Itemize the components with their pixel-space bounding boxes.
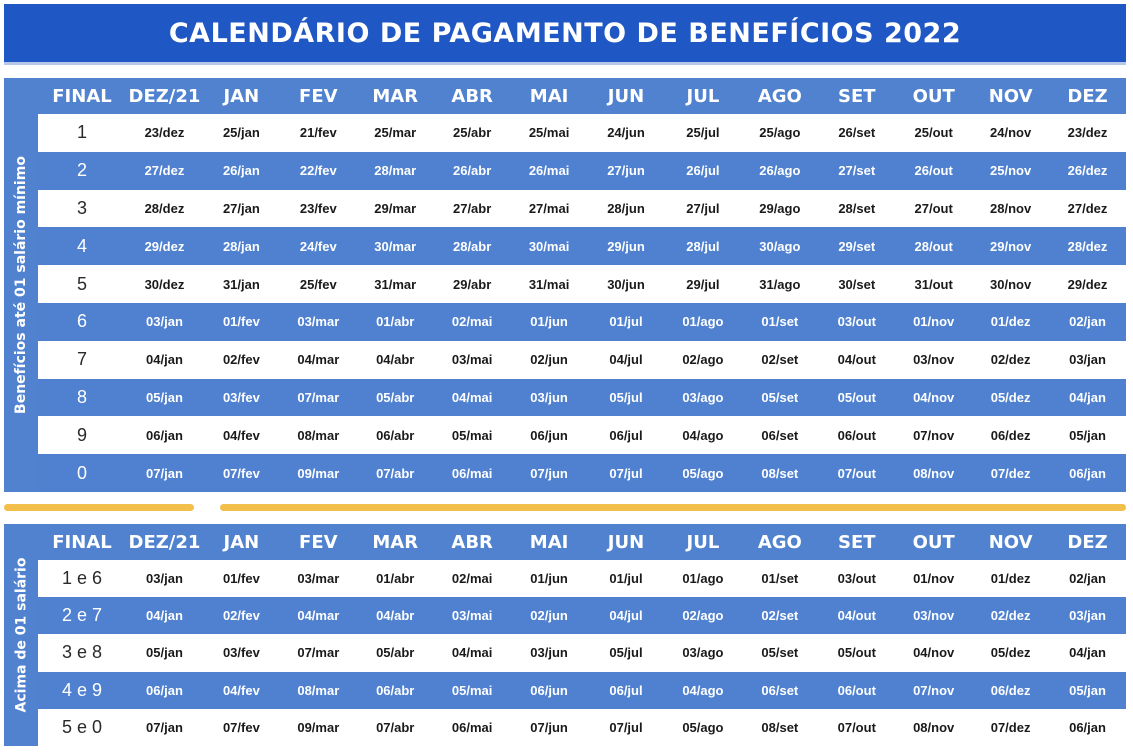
payment-date-cell: 03/jan — [1049, 597, 1126, 634]
final-digit-cell: 1 — [38, 114, 126, 152]
payment-date-cell: 02/dez — [972, 597, 1049, 634]
payment-date-cell: 04/fev — [203, 416, 280, 454]
section-divider — [4, 498, 1126, 516]
payment-date-cell: 28/abr — [434, 227, 511, 265]
column-header-final: FINAL — [52, 531, 112, 553]
payment-date-cell: 04/jan — [1049, 379, 1126, 417]
payment-date-cell: 28/jul — [664, 227, 741, 265]
column-header-month: MAI — [529, 85, 569, 107]
payment-date-cell: 26/jan — [203, 152, 280, 190]
payment-date-cell: 07/abr — [357, 709, 434, 746]
payment-date-cell: 01/fev — [203, 303, 280, 341]
table-row — [38, 672, 1126, 709]
payment-date-cell: 05/abr — [357, 634, 434, 671]
table-row — [38, 454, 1126, 492]
payment-date-cell: 03/nov — [895, 597, 972, 634]
payment-date-cell: 05/jan — [1049, 672, 1126, 709]
payment-date-cell: 07/mar — [280, 634, 357, 671]
payment-date-cell: 07/nov — [895, 672, 972, 709]
payment-date-cell: 06/jun — [511, 672, 588, 709]
column-header-month: NOV — [988, 85, 1033, 107]
payment-date-cell: 31/jan — [203, 265, 280, 303]
payment-date-cell: 07/out — [818, 709, 895, 746]
payment-date-cell: 05/jul — [588, 379, 665, 417]
final-digit-cell: 5 — [38, 265, 126, 303]
column-header-month: OUT — [912, 531, 955, 553]
payment-date-cell: 29/jul — [664, 265, 741, 303]
payment-date-cell: 07/jul — [588, 454, 665, 492]
payment-date-cell: 04/jul — [588, 597, 665, 634]
payment-date-cell: 02/ago — [664, 341, 741, 379]
divider-line-right — [220, 504, 1126, 511]
payment-date-cell: 02/mai — [434, 560, 511, 597]
payment-date-cell: 30/jun — [588, 265, 665, 303]
payment-date-cell: 25/out — [895, 114, 972, 152]
payment-date-cell: 30/set — [818, 265, 895, 303]
section-side-label: Benefícios até 01 salário mínimo — [13, 156, 30, 414]
payment-date-cell: 05/dez — [972, 634, 1049, 671]
section-acima-um-salario — [4, 524, 1126, 746]
table-row — [38, 634, 1126, 671]
payment-date-cell: 04/mar — [280, 341, 357, 379]
payment-date-cell: 04/out — [818, 341, 895, 379]
divider-line-left — [4, 504, 194, 511]
column-header-month: DEZ/21 — [128, 531, 201, 553]
final-digit-cell: 4 — [38, 227, 126, 265]
payment-date-cell: 07/jul — [588, 709, 665, 746]
payment-date-cell: 03/fev — [203, 379, 280, 417]
payment-date-cell: 06/dez — [972, 416, 1049, 454]
payment-date-cell: 07/out — [818, 454, 895, 492]
table-row — [38, 303, 1126, 341]
payment-date-cell: 03/out — [818, 560, 895, 597]
final-digit-cell: 8 — [38, 379, 126, 417]
final-digit-cell: 3 e 8 — [38, 634, 126, 671]
payment-date-cell: 26/mai — [511, 152, 588, 190]
payment-date-cell: 09/mar — [280, 454, 357, 492]
payment-date-cell: 07/fev — [203, 454, 280, 492]
payment-date-cell: 06/jul — [588, 672, 665, 709]
section-side-bar — [4, 524, 38, 746]
payment-date-cell: 04/out — [818, 597, 895, 634]
column-header-month: MAR — [372, 531, 419, 553]
payment-date-cell: 27/jul — [664, 190, 741, 228]
payment-date-cell: 05/jan — [1049, 416, 1126, 454]
payment-date-cell: 07/jan — [126, 454, 203, 492]
payment-date-cell: 04/mai — [434, 379, 511, 417]
payment-date-cell: 04/ago — [664, 672, 741, 709]
payment-date-cell: 03/jun — [511, 379, 588, 417]
column-header-month: MAI — [529, 531, 569, 553]
payment-date-cell: 06/jan — [1049, 709, 1126, 746]
payment-date-cell: 02/jan — [1049, 560, 1126, 597]
payment-date-cell: 26/abr — [434, 152, 511, 190]
payment-date-cell: 02/ago — [664, 597, 741, 634]
payment-date-cell: 25/nov — [972, 152, 1049, 190]
payment-date-cell: 30/nov — [972, 265, 1049, 303]
page-title: CALENDÁRIO DE PAGAMENTO DE BENEFÍCIOS 2022 — [168, 17, 962, 49]
payment-date-cell: 29/dez — [1049, 265, 1126, 303]
payment-date-cell: 01/nov — [895, 560, 972, 597]
section-ate-um-salario — [4, 78, 1126, 492]
payment-date-cell: 23/fev — [280, 190, 357, 228]
payment-date-cell: 27/jun — [588, 152, 665, 190]
payment-date-cell: 28/jun — [588, 190, 665, 228]
table-row — [38, 597, 1126, 634]
payment-date-cell: 24/fev — [280, 227, 357, 265]
payment-date-cell: 26/set — [818, 114, 895, 152]
column-header-month: JUN — [607, 85, 645, 107]
payment-date-cell: 24/jun — [588, 114, 665, 152]
column-header-month: AGO — [757, 531, 802, 553]
payment-date-cell: 07/dez — [972, 709, 1049, 746]
payment-date-cell: 28/out — [895, 227, 972, 265]
payment-date-cell: 04/mai — [434, 634, 511, 671]
column-header-month: AGO — [757, 85, 802, 107]
payment-date-cell: 02/jun — [511, 597, 588, 634]
final-digit-cell: 0 — [38, 454, 126, 492]
payment-date-cell: 28/dez — [1049, 227, 1126, 265]
payment-date-cell: 21/fev — [280, 114, 357, 152]
payment-date-cell: 02/mai — [434, 303, 511, 341]
column-header-month: DEZ/21 — [128, 85, 201, 107]
payment-date-cell: 01/abr — [357, 303, 434, 341]
section-side-bar — [4, 78, 38, 492]
payment-date-cell: 02/set — [741, 597, 818, 634]
payment-date-cell: 01/jul — [588, 303, 665, 341]
payment-date-cell: 01/dez — [972, 303, 1049, 341]
payment-date-cell: 27/dez — [126, 152, 203, 190]
payment-date-cell: 31/mai — [511, 265, 588, 303]
payment-date-cell: 03/ago — [664, 634, 741, 671]
payment-date-cell: 07/fev — [203, 709, 280, 746]
column-header-month: JUN — [607, 531, 645, 553]
payment-date-cell: 05/out — [818, 379, 895, 417]
section-side-label: Acima de 01 salário — [13, 557, 29, 713]
payment-date-cell: 01/jun — [511, 303, 588, 341]
payment-date-cell: 03/mai — [434, 597, 511, 634]
payment-date-cell: 27/jan — [203, 190, 280, 228]
payment-date-cell: 05/ago — [664, 709, 741, 746]
payment-date-cell: 25/ago — [741, 114, 818, 152]
payment-date-cell: 04/jan — [126, 597, 203, 634]
payment-date-cell: 29/abr — [434, 265, 511, 303]
payment-date-cell: 25/mai — [511, 114, 588, 152]
payment-date-cell: 05/mai — [434, 416, 511, 454]
payment-date-cell: 27/mai — [511, 190, 588, 228]
payment-date-cell: 01/nov — [895, 303, 972, 341]
table-row — [38, 341, 1126, 379]
payment-date-cell: 30/dez — [126, 265, 203, 303]
column-header-month: JUL — [686, 85, 720, 107]
payment-date-cell: 27/set — [818, 152, 895, 190]
column-header-month: ABR — [451, 85, 493, 107]
payment-date-cell: 06/jul — [588, 416, 665, 454]
payment-date-cell: 03/mai — [434, 341, 511, 379]
column-header-final: FINAL — [52, 85, 112, 107]
payment-date-cell: 29/dez — [126, 227, 203, 265]
payment-date-cell: 05/jul — [588, 634, 665, 671]
final-digit-cell: 5 e 0 — [38, 709, 126, 746]
column-header-month: NOV — [988, 531, 1033, 553]
payment-date-cell: 23/dez — [126, 114, 203, 152]
column-header-month: SET — [837, 531, 876, 553]
final-digit-cell: 9 — [38, 416, 126, 454]
payment-date-cell: 04/jul — [588, 341, 665, 379]
final-digit-cell: 7 — [38, 341, 126, 379]
payment-date-cell: 26/out — [895, 152, 972, 190]
column-header-month: DEZ — [1067, 85, 1108, 107]
payment-date-cell: 28/nov — [972, 190, 1049, 228]
table-row — [38, 152, 1126, 190]
payment-date-cell: 01/jun — [511, 560, 588, 597]
payment-date-cell: 05/set — [741, 634, 818, 671]
payment-date-cell: 05/set — [741, 379, 818, 417]
payment-date-cell: 03/jan — [126, 560, 203, 597]
payment-date-cell: 07/abr — [357, 454, 434, 492]
column-header-month: JAN — [223, 85, 260, 107]
payment-date-cell: 08/mar — [280, 672, 357, 709]
payment-date-cell: 29/mar — [357, 190, 434, 228]
payment-date-cell: 01/jul — [588, 560, 665, 597]
payment-date-cell: 26/ago — [741, 152, 818, 190]
payment-date-cell: 28/mar — [357, 152, 434, 190]
payment-date-cell: 01/fev — [203, 560, 280, 597]
payment-date-cell: 01/dez — [972, 560, 1049, 597]
table-header-row — [38, 524, 1126, 560]
column-header-month: JUL — [686, 531, 720, 553]
payment-date-cell: 30/mar — [357, 227, 434, 265]
table-header-row — [38, 78, 1126, 114]
payment-date-cell: 01/ago — [664, 560, 741, 597]
payment-date-cell: 01/abr — [357, 560, 434, 597]
payment-date-cell: 27/abr — [434, 190, 511, 228]
payment-date-cell: 03/jan — [126, 303, 203, 341]
final-digit-cell: 2 — [38, 152, 126, 190]
table-row — [38, 560, 1126, 597]
column-header-month: OUT — [912, 85, 955, 107]
payment-date-cell: 04/ago — [664, 416, 741, 454]
payment-date-cell: 03/fev — [203, 634, 280, 671]
payment-date-cell: 03/out — [818, 303, 895, 341]
payment-date-cell: 07/dez — [972, 454, 1049, 492]
payment-date-cell: 26/jul — [664, 152, 741, 190]
payment-date-cell: 27/out — [895, 190, 972, 228]
table-row — [38, 265, 1126, 303]
payment-date-cell: 05/out — [818, 634, 895, 671]
payment-date-cell: 07/jun — [511, 709, 588, 746]
payment-date-cell: 31/out — [895, 265, 972, 303]
column-header-month: SET — [837, 85, 876, 107]
payment-date-cell: 08/set — [741, 454, 818, 492]
payment-date-cell: 02/set — [741, 341, 818, 379]
payment-date-cell: 05/jan — [126, 634, 203, 671]
payment-date-cell: 06/out — [818, 416, 895, 454]
table-row — [38, 190, 1126, 228]
payment-date-cell: 26/dez — [1049, 152, 1126, 190]
payment-date-cell: 02/fev — [203, 341, 280, 379]
payment-date-cell: 05/mai — [434, 672, 511, 709]
payment-date-cell: 07/jun — [511, 454, 588, 492]
payment-date-cell: 07/jan — [126, 709, 203, 746]
payment-date-cell: 31/ago — [741, 265, 818, 303]
payment-date-cell: 28/dez — [126, 190, 203, 228]
payment-date-cell: 08/nov — [895, 454, 972, 492]
payment-date-cell: 06/jun — [511, 416, 588, 454]
payment-date-cell: 02/jan — [1049, 303, 1126, 341]
final-digit-cell: 4 e 9 — [38, 672, 126, 709]
payment-date-cell: 06/abr — [357, 416, 434, 454]
payment-date-cell: 06/dez — [972, 672, 1049, 709]
payment-date-cell: 04/jan — [126, 341, 203, 379]
payment-date-cell: 01/set — [741, 560, 818, 597]
payment-date-cell: 06/jan — [1049, 454, 1126, 492]
payment-date-cell: 07/nov — [895, 416, 972, 454]
payment-date-cell: 06/abr — [357, 672, 434, 709]
payment-date-cell: 30/ago — [741, 227, 818, 265]
payment-date-cell: 08/nov — [895, 709, 972, 746]
payment-date-cell: 03/nov — [895, 341, 972, 379]
payment-date-cell: 29/jun — [588, 227, 665, 265]
payment-date-cell: 05/abr — [357, 379, 434, 417]
payment-date-cell: 28/jan — [203, 227, 280, 265]
column-header-month: JAN — [223, 531, 260, 553]
payment-date-cell: 25/mar — [357, 114, 434, 152]
payment-date-cell: 02/dez — [972, 341, 1049, 379]
payment-date-cell: 30/mai — [511, 227, 588, 265]
payment-date-cell: 03/jun — [511, 634, 588, 671]
final-digit-cell: 3 — [38, 190, 126, 228]
payment-date-cell: 06/mai — [434, 454, 511, 492]
payment-date-cell: 04/nov — [895, 379, 972, 417]
payment-date-cell: 06/jan — [126, 416, 203, 454]
table-row — [38, 416, 1126, 454]
payment-date-cell: 08/mar — [280, 416, 357, 454]
payment-date-cell: 06/set — [741, 416, 818, 454]
column-header-month: ABR — [451, 531, 493, 553]
title-banner — [4, 4, 1126, 65]
payment-date-cell: 06/out — [818, 672, 895, 709]
payment-date-cell: 27/dez — [1049, 190, 1126, 228]
final-digit-cell: 2 e 7 — [38, 597, 126, 634]
payment-date-cell: 05/ago — [664, 454, 741, 492]
payment-date-cell: 29/set — [818, 227, 895, 265]
payment-date-cell: 02/jun — [511, 341, 588, 379]
payment-date-cell: 06/set — [741, 672, 818, 709]
payment-date-cell: 03/ago — [664, 379, 741, 417]
final-digit-cell: 6 — [38, 303, 126, 341]
payment-date-cell: 28/set — [818, 190, 895, 228]
payment-date-cell: 25/fev — [280, 265, 357, 303]
payment-date-cell: 25/jul — [664, 114, 741, 152]
payment-date-cell: 03/jan — [1049, 341, 1126, 379]
payment-date-cell: 05/dez — [972, 379, 1049, 417]
payment-date-cell: 23/dez — [1049, 114, 1126, 152]
table-row — [38, 709, 1126, 746]
payment-date-cell: 22/fev — [280, 152, 357, 190]
payment-date-cell: 08/set — [741, 709, 818, 746]
payment-date-cell: 04/mar — [280, 597, 357, 634]
payment-date-cell: 04/nov — [895, 634, 972, 671]
payment-date-cell: 04/abr — [357, 597, 434, 634]
payment-date-cell: 29/ago — [741, 190, 818, 228]
payment-date-cell: 03/mar — [280, 560, 357, 597]
payment-date-cell: 25/abr — [434, 114, 511, 152]
table-row — [38, 379, 1126, 417]
payment-date-cell: 01/ago — [664, 303, 741, 341]
payment-date-cell: 25/jan — [203, 114, 280, 152]
payment-date-cell: 02/fev — [203, 597, 280, 634]
table-row — [38, 227, 1126, 265]
payment-date-cell: 04/jan — [1049, 634, 1126, 671]
payment-table-1 — [38, 78, 1126, 492]
payment-date-cell: 06/mai — [434, 709, 511, 746]
payment-date-cell: 31/mar — [357, 265, 434, 303]
column-header-month: DEZ — [1067, 531, 1108, 553]
column-header-month: FEV — [299, 531, 338, 553]
payment-date-cell: 01/set — [741, 303, 818, 341]
payment-date-cell: 04/abr — [357, 341, 434, 379]
payment-date-cell: 09/mar — [280, 709, 357, 746]
column-header-month: MAR — [372, 85, 419, 107]
payment-date-cell: 07/mar — [280, 379, 357, 417]
payment-date-cell: 06/jan — [126, 672, 203, 709]
payment-date-cell: 29/nov — [972, 227, 1049, 265]
payment-table-2 — [38, 524, 1126, 746]
table-row — [38, 114, 1126, 152]
payment-date-cell: 24/nov — [972, 114, 1049, 152]
payment-date-cell: 03/mar — [280, 303, 357, 341]
final-digit-cell: 1 e 6 — [38, 560, 126, 597]
column-header-month: FEV — [299, 85, 338, 107]
payment-date-cell: 05/jan — [126, 379, 203, 417]
payment-date-cell: 04/fev — [203, 672, 280, 709]
